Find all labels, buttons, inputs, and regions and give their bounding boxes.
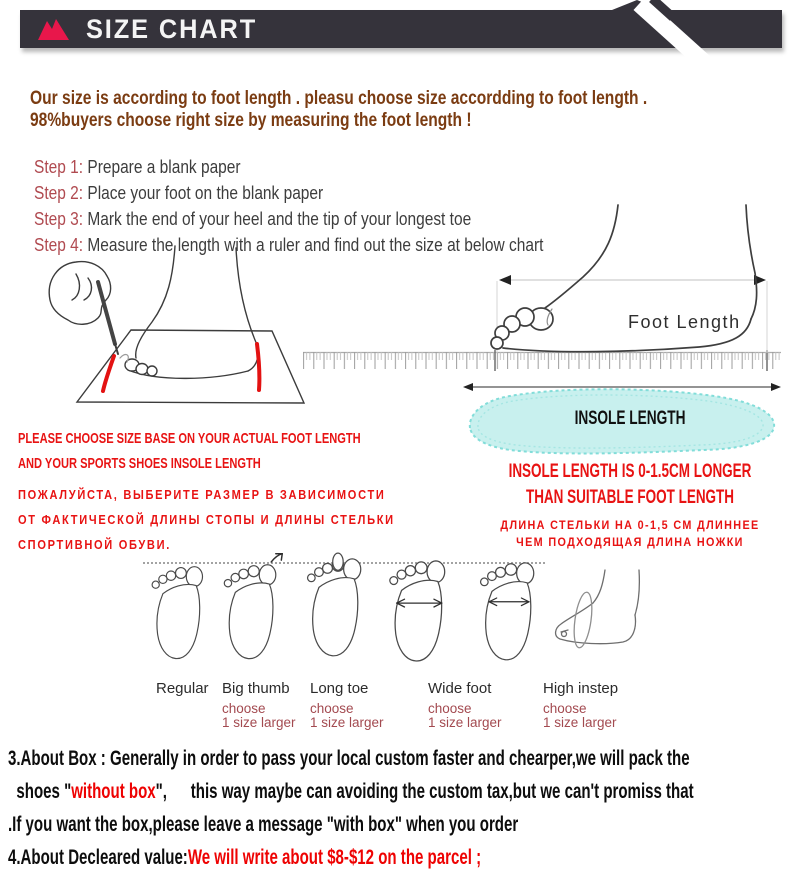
about-box-line-1: 3.About Box : Generally in order to pass your local custom faster and chearper,we will pack the xyxy=(8,746,690,770)
step-label: Step 1: xyxy=(34,157,84,177)
foot-wide-2 xyxy=(481,563,534,660)
declared-value-line: 4.About Decleared value:We will write about $8-$12 on the parcel ; xyxy=(8,845,482,869)
page-title: SIZE CHART xyxy=(86,14,258,44)
step-text: Place your foot on the blank paper xyxy=(87,183,324,203)
intro-line-2: 98%buyers choose right size by measuring the foot length ! xyxy=(30,110,472,131)
warning-ru-line: СПОРТИВНОЙ ОБУВИ. xyxy=(18,537,172,552)
declared-value-highlight: We will write about $8-$12 on the parcel ; xyxy=(187,845,482,869)
step-text: Mark the end of your heel and the tip of your longest toe xyxy=(87,209,472,229)
step-label: Step 2: xyxy=(34,183,84,203)
insole-warning-ru-line: ЧЕМ ПОДХОДЯЩАЯ ДЛИНА НОЖКИ xyxy=(516,535,744,549)
foot-type-label: Wide foot choose 1 size larger xyxy=(428,680,502,730)
warning-ru-line: ПОЖАЛУЙСТА, ВЫБЕРИТЕ РАЗМЕР В ЗАВИСИМОСТИ xyxy=(18,487,386,502)
hand-marking-foot-illustration xyxy=(28,238,328,413)
insole-length-warning xyxy=(455,459,800,550)
choose-size-warning xyxy=(18,426,481,557)
warning-en-line: PLEASE CHOOSE SIZE BASE ON YOUR ACTUAL FOOT LENGTH xyxy=(18,430,361,447)
foot-type-illustrations xyxy=(133,554,693,669)
foot-big-thumb xyxy=(224,554,282,659)
foot-long-toe xyxy=(308,553,361,656)
header-bar xyxy=(20,10,782,48)
header-diagonal-stripe xyxy=(634,0,716,74)
step-text: Measure the length with a ruler and find out the size at below chart xyxy=(87,235,544,255)
insole-warning-en-line: THAN SUITABLE FOOT LENGTH xyxy=(525,487,735,508)
insole-warning-ru-line: ДЛИНА СТЕЛЬКИ НА 0-1,5 СМ ДЛИННЕЕ xyxy=(500,518,760,532)
foot-type-label: Long toe choose 1 size larger xyxy=(310,680,384,730)
step-label: Step 4: xyxy=(34,235,84,255)
shipping-notes xyxy=(8,742,800,874)
step-text: Prepare a blank paper xyxy=(87,157,241,177)
insole-length-label: INSOLE LENGTH xyxy=(574,408,686,429)
intro-text xyxy=(30,88,783,132)
without-box-highlight: without box xyxy=(71,779,156,803)
warning-ru-line: ОТ ФАКТИЧЕСКОЙ ДЛИНЫ СТОПЫ И ДЛИНЫ СТЕЛЬКИ xyxy=(18,512,395,527)
foot-regular xyxy=(152,567,202,659)
foot-type-label: High instep choose 1 size larger xyxy=(543,680,619,730)
warning-en-line: AND YOUR SPORTS SHOES INSOLE LENGTH xyxy=(18,455,261,472)
step-row xyxy=(34,154,543,180)
foot-type-label: Big thumb choose 1 size larger xyxy=(222,680,296,730)
step-label: Step 3: xyxy=(34,209,84,229)
about-box-line-2: shoes "without box", this way maybe can avoiding the custom tax,but we can't promiss that xyxy=(16,779,694,803)
foot-length-label: Foot Length xyxy=(628,312,741,332)
step-row xyxy=(34,180,543,206)
mountain-logo-icon xyxy=(36,17,72,41)
insole-warning-en-line: INSOLE LENGTH IS 0-1.5CM LONGER xyxy=(508,461,752,482)
intro-line-1: Our size is according to foot length . pleasu choose size accordding to foot length . xyxy=(30,88,648,109)
about-box-line-3: .If you want the box,please leave a message "with box" when you order xyxy=(8,812,519,836)
foot-wide xyxy=(390,561,445,661)
foot-high-instep xyxy=(556,570,640,649)
foot-type-label: Regular xyxy=(156,680,209,697)
